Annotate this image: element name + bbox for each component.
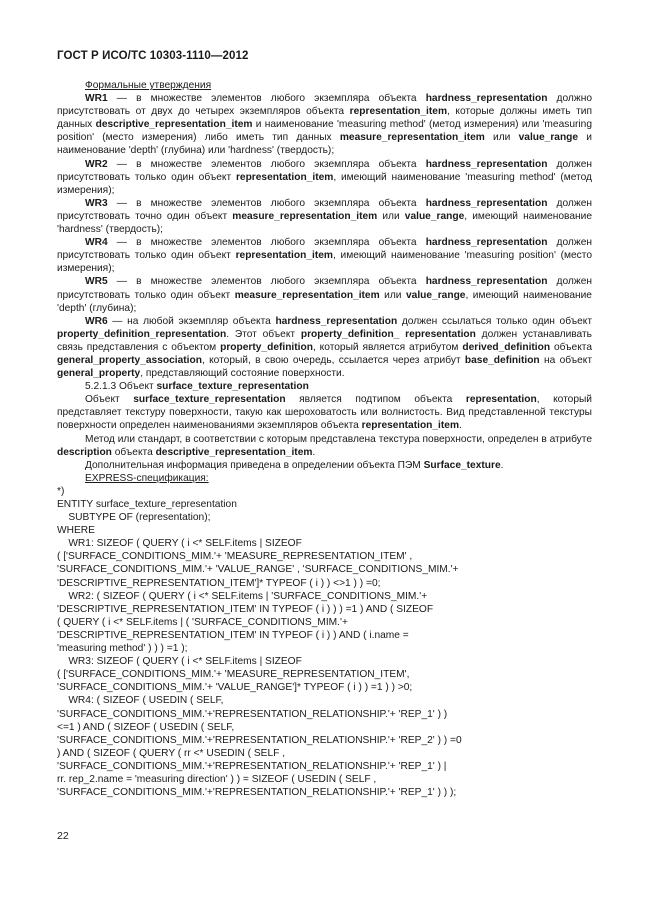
page-number: 22 [57, 830, 69, 842]
bold-term: WR2 [85, 158, 108, 170]
bold-term: WR5 [85, 276, 108, 288]
text-run: или [484, 132, 519, 144]
code-line: WR2: ( SIZEOF ( QUERY ( i <* SELF.items | 'SURFACE_CONDITIONS_MIM.'+ [57, 590, 428, 602]
formal-statement [57, 315, 592, 380]
formal-statement [57, 158, 592, 197]
code-line: ) AND ( SIZEOF ( QUERY ( rr <* USEDIN ( SELF , [57, 747, 286, 759]
code-line: 'SURFACE_CONDITIONS_MIM.'+'REPRESENTATION_RELATIONSHIP.'+ 'REP_1' ) ) ); [57, 787, 457, 799]
code-line: ( ['SURFACE_CONDITIONS_MIM.'+ 'MEASURE_REPRESENTATION_ITEM', [57, 669, 410, 681]
formal-statement [57, 236, 592, 275]
bold-term: representation_item [361, 420, 460, 432]
text-run: объекта [111, 446, 156, 458]
code-line: 'SURFACE_CONDITIONS_MIM.'+ 'VALUE_RANGE' , 'SURFACE_CONDITIONS_MIM.'+ [57, 564, 459, 576]
bold-term: hardness_representation [425, 237, 548, 249]
text-run: Дополнительная информация приведена в определении объекта ПЭМ [85, 459, 424, 471]
text-run: Объект [85, 394, 134, 406]
code-line: WR1: SIZEOF ( QUERY ( i <* SELF.items | SIZEOF [57, 538, 302, 550]
bold-term: descriptive_representation_item [155, 446, 313, 458]
text-run: — в множестве элементов любого экземпляра объекта [107, 237, 426, 249]
text-run: , имеющий наименование 'hardness' (твердость); [57, 210, 592, 236]
code-line: 'measuring method' ) ) ) =1 ); [57, 643, 188, 655]
text-run: должен присутствовать только один объект [57, 237, 592, 262]
bold-term: representation_item [235, 250, 333, 262]
text-run: , который является атрибутом [312, 341, 463, 353]
text-run: или [379, 289, 406, 301]
code-line: 'SURFACE_CONDITIONS_MIM.'+ 'VALUE_RANGE']* TYPEOF ( i ) ) =1 ) ) >0; [57, 682, 413, 694]
bold-term: hardness_representation [425, 93, 548, 105]
formal-statement [57, 197, 592, 236]
code-line: ENTITY surface_texture_representation [57, 499, 237, 510]
text-run: или [377, 210, 405, 222]
text-run: Метод или стандарт, в соответствии с которым представлена текстура поверхности, определен в атрибуте [85, 433, 592, 445]
code-line: 'DESCRIPTIVE_REPRESENTATION_ITEM' IN TYPEOF ( i ) ) ) =1 ) AND ( SIZEOF [57, 603, 434, 615]
text-run: должен устанавливать связь представления с объектом [57, 328, 592, 353]
bold-term: description [57, 446, 112, 458]
section-paragraphs [57, 393, 592, 472]
document-header: ГОСТ Р ИСО/ТС 10303-1110—2012 [57, 50, 249, 62]
bold-term: base_definition [464, 354, 540, 366]
code-line: SUBTYPE OF (representation); [57, 512, 211, 524]
code-line: 'SURFACE_CONDITIONS_MIM.'+'REPRESENTATION_RELATIONSHIP.'+ 'REP_1' ) ) [57, 708, 448, 720]
bold-term: WR4 [85, 237, 108, 249]
bold-term: surface_texture_representation [156, 381, 309, 393]
page-content [57, 79, 592, 799]
bold-term: property_definition_ representation [300, 328, 476, 340]
bold-term: WR1 [85, 93, 108, 105]
text-run: объекта [550, 341, 592, 353]
formal-statement [57, 275, 592, 314]
text-run: должен присутствовать только один объект [57, 276, 592, 301]
section-heading [57, 380, 592, 393]
text-run: . Этот объект [226, 328, 301, 340]
text-run: , имеющий наименование 'measuring method' (метод измерения); [57, 171, 592, 196]
code-line: rr. rep_2.name = 'measuring direction' ) ) = SIZEOF ( USEDIN ( SELF , [57, 773, 377, 785]
text-run: и наименование 'depth' (глубина) или 'hardness' (твердость); [57, 132, 592, 157]
code-line: 'SURFACE_CONDITIONS_MIM.'+'REPRESENTATION_RELATIONSHIP.'+ 'REP_1' ) | [57, 760, 447, 772]
bold-term: descriptive_representation_item [95, 119, 253, 131]
text-run: , который, в свою очередь, ссылается через атрибут [201, 354, 465, 366]
bold-term: WR6 [85, 315, 108, 327]
express-heading: EXPRESS-спецификация: [85, 472, 209, 484]
bold-term: general_property [57, 368, 141, 380]
text-run: , который представляет текстуру поверхности, такую как шероховатость или волнистость. Вид представленной текстуры поверхности определен наименованиями экземпляров объекта [57, 394, 592, 432]
bold-term: value_range [404, 210, 465, 222]
code-line: *) [57, 485, 65, 497]
text-run: — в множестве элементов любого экземпляра объекта [107, 197, 426, 209]
text-run: является подтипом объекта [285, 394, 466, 406]
bold-term: hardness_representation [425, 276, 548, 288]
bold-term: measure_representation_item [234, 289, 380, 301]
text-run: — в множестве элементов любого экземпляра объекта [107, 93, 426, 105]
text-run: . [459, 420, 462, 432]
code-line: 'DESCRIPTIVE_REPRESENTATION_ITEM' IN TYPEOF ( i ) ) AND ( i.name = [57, 629, 409, 641]
text-run: 5.2.1.3 Объект [85, 381, 157, 393]
text-run: — на любой экземпляр объекта [107, 315, 276, 327]
text-run: — в множестве элементов любого экземпляра объекта [107, 158, 426, 170]
bold-term: representation_item [349, 106, 448, 118]
text-run: на объект [539, 354, 593, 366]
text-run: — в множестве элементов любого экземпляра объекта [107, 276, 426, 288]
text-run: должен присутствовать только один объект [57, 158, 592, 183]
bold-term: measure_representation_item [232, 210, 378, 222]
code-line: WR4: ( SIZEOF ( USEDIN ( SELF, [57, 695, 224, 707]
text-run: , имеющий наименование 'depth' (глубина); [57, 289, 592, 314]
text-run: должно присутствовать от двух до четырех экземпляров объекта [57, 93, 592, 118]
section-paragraph [57, 433, 592, 459]
bold-term: value_range [518, 132, 579, 144]
bold-term: representation [465, 394, 537, 406]
formal-heading: Формальные утверждения [85, 80, 212, 91]
formal-statements [57, 92, 592, 380]
bold-term: hardness_representation [275, 315, 398, 327]
express-code [57, 485, 592, 799]
code-line: ( QUERY ( i <* SELF.items | ( 'SURFACE_CONDITIONS_MIM.'+ [57, 616, 348, 628]
section-paragraph [57, 393, 592, 432]
code-line: WHERE [57, 525, 95, 537]
code-line: <=1 ) AND ( SIZEOF ( USEDIN ( SELF, [57, 721, 235, 733]
bold-term: value_range [406, 289, 466, 301]
text-run: . [500, 459, 504, 471]
text-run: должен присутствовать точно один объект [57, 197, 592, 222]
code-line: 'DESCRIPTIVE_REPRESENTATION_ITEM']* TYPEOF ( i ) ) <>1 ) ) =0; [57, 577, 381, 589]
text-run: и наименование 'measuring method' (метод измерения) или 'measuring position' (место измерения) либо иметь тип данных [57, 119, 593, 144]
code-line: ( ['SURFACE_CONDITIONS_MIM.'+ 'MEASURE_REPRESENTATION_ITEM' , [57, 551, 413, 563]
text-run: , представляющий состояние поверхности. [140, 368, 345, 380]
text-run: , которые должны иметь тип данных [57, 106, 592, 131]
formal-statement [57, 92, 592, 157]
bold-term: hardness_representation [425, 197, 548, 209]
text-run: должен ссылаться только один объект [397, 315, 592, 327]
text-run: . [312, 446, 316, 458]
bold-term: WR3 [85, 197, 108, 209]
bold-term: measure_representation_item [339, 132, 485, 144]
section-paragraph [57, 459, 592, 472]
bold-term: property_definition [220, 341, 313, 353]
text-run: , имеющий наименование 'measuring position' (место измерения); [57, 250, 592, 275]
code-line: WR3: SIZEOF ( QUERY ( i <* SELF.items | SIZEOF [57, 656, 302, 668]
bold-term: property_definition_representation [57, 328, 227, 340]
code-line: 'SURFACE_CONDITIONS_MIM.'+'REPRESENTATION_RELATIONSHIP.'+ 'REP_2' ) ) =0 [57, 734, 462, 746]
bold-term: surface_texture_representation [133, 394, 286, 406]
bold-term: derived_definition [462, 341, 551, 353]
bold-term: general_property_association [57, 354, 202, 366]
bold-term: representation_item [235, 171, 334, 183]
bold-term: Surface_texture [423, 459, 501, 471]
bold-term: hardness_representation [425, 158, 548, 170]
